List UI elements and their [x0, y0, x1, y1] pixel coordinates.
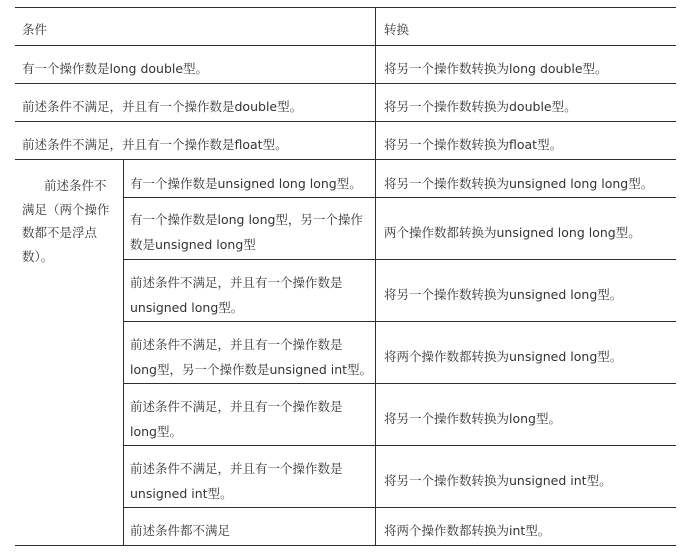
subrow-condition: long型，另一个操作数是unsigned int型。: [130, 362, 373, 377]
subrow-condition: 前述条件不满足，并且有一个操作数是: [130, 461, 343, 476]
header-conversion: 转换: [384, 22, 410, 37]
subrow-condition: unsigned int型。: [130, 486, 233, 501]
table-rule: [15, 7, 676, 8]
subrow-condition: long型。: [130, 424, 182, 439]
table-rule: [124, 259, 676, 260]
group-label-line: 前述条件不: [44, 178, 107, 193]
subrow-condition: 数是unsigned long型: [130, 237, 256, 252]
subrow-conversion: 将两个操作数都转换为int型。: [384, 523, 551, 538]
subrow-condition: 前述条件不满足，并且有一个操作数是: [130, 275, 343, 290]
table-rule: [124, 445, 676, 446]
subrow-condition: 有一个操作数是long long型，另一个操作: [130, 212, 363, 227]
subrow-conversion: 将另一个操作数转换为unsigned long long型。: [384, 176, 654, 191]
subrow-conversion: 将两个操作数都转换为unsigned long型。: [384, 349, 623, 364]
row-conversion: 将另一个操作数转换为double型。: [384, 99, 577, 114]
subrow-condition: 前述条件不满足，并且有一个操作数是: [130, 399, 343, 414]
row-conversion: 将另一个操作数转换为float型。: [384, 137, 563, 152]
subrow-condition: 前述条件不满足，并且有一个操作数是: [130, 337, 343, 352]
table-rule: [15, 83, 676, 84]
subrow-conversion: 将另一个操作数转换为unsigned long型。: [384, 287, 623, 302]
subrow-condition: unsigned long型。: [130, 300, 244, 315]
table-rule: [124, 383, 676, 384]
row-condition: 前述条件不满足，并且有一个操作数是float型。: [22, 137, 288, 152]
subrow-conversion: 将另一个操作数转换为unsigned int型。: [384, 473, 612, 488]
row-conversion: 将另一个操作数转换为long double型。: [384, 61, 608, 76]
table-rule: [375, 7, 376, 546]
table-rule: [123, 159, 124, 546]
row-condition: 前述条件不满足，并且有一个操作数是double型。: [22, 99, 303, 114]
subrow-condition: 有一个操作数是unsigned long long型。: [130, 176, 362, 191]
table-rule: [124, 507, 676, 508]
group-label-line: 满足（两个操作: [22, 202, 110, 217]
subrow-conversion: 两个操作数都转换为unsigned long long型。: [384, 225, 641, 240]
group-label-line: 数都不是浮点: [22, 225, 98, 240]
subrow-conversion: 将另一个操作数转换为long型。: [384, 411, 561, 426]
row-condition: 有一个操作数是long double型。: [22, 61, 209, 76]
header-condition: 条件: [22, 22, 48, 37]
table-rule: [15, 545, 676, 546]
table-rule: [15, 121, 676, 122]
table-rule: [15, 45, 676, 46]
subrow-condition: 前述条件都不满足: [130, 523, 231, 538]
group-label-line: 数）。: [22, 249, 54, 264]
table-rule: [124, 197, 676, 198]
table-rule: [15, 159, 676, 160]
table-rule: [124, 321, 676, 322]
